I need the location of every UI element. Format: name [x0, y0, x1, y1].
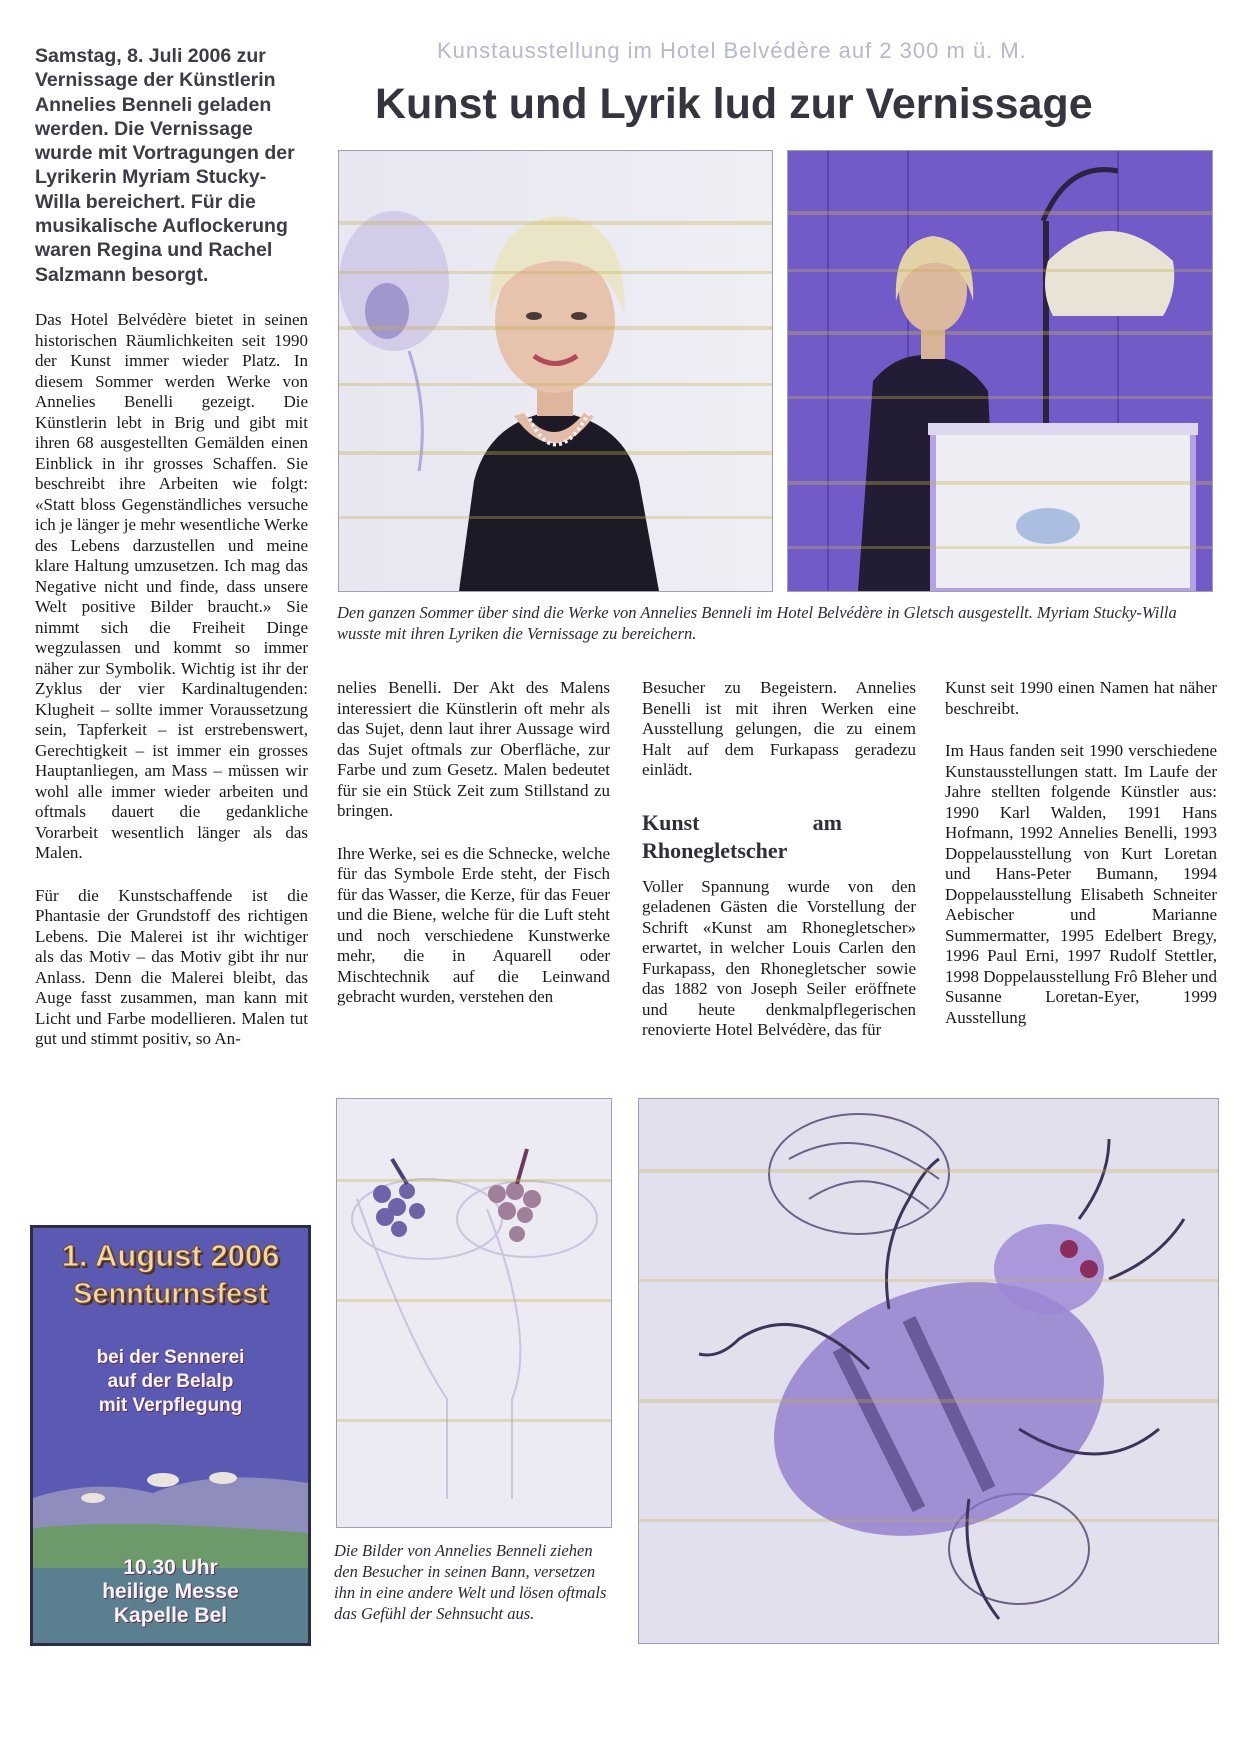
- column-2-paragraph-1: nelies Benelli. Der Akt des Malens interessiert die Künstlerin oft mehr als das Sujet, denn laut ihrer Aussage wird das Sujet oftmals zur Oberfläche, zur Farbe und zum Gesetz. Malen bedeutet für sie ein Stück Zeit zum Stillstand zu bringen.: [337, 678, 610, 820]
- column-3: [642, 678, 916, 1063]
- poster-line-2: auf der Belalp: [107, 1371, 234, 1392]
- left-column-paragraph-1: Das Hotel Belvédère bietet in seinen historischen Räumlichkeiten seit 1990 der Kunst immer wieder Platz. In diesem Sommer werden Werke von Annelies Benelli gezeigt. Die Künstlerin lebt in Brig und gibt mit ihren 68 ausgestellten Gemälden einen Einblick in ihr grosses Schaffen. Sie beschreibt ihre Arbeiten wie folgt: «Statt bloss Gegenständliches versuche ich je länger je mehr wesentliche Werke des Lebens darzustellen und meine klare Haltung umzusetzen. Ich mag das Negative nicht und finde, dass unsere Welt positive Bilder braucht.» Sie nimmt sich die Freiheit Dinge wegzulassen und kommt so immer näher zur Symbolik. Wichtig ist ihr der Zyklus der vier Kardinaltugenden: Klugheit – sollte immer Voraussetzung sein, Tapferkeit – ist erstrebenswert, Gerechtigkeit – ist immer ein grosses Hauptanliegen, am Mass – müssen wir wohl alle immer wieder arbeiten und oftmals dauert die gedankliche Vorarbeit wesentlich länger als das Malen.: [35, 310, 308, 862]
- column-4: [945, 678, 1217, 1050]
- headline: Kunst und Lyrik lud zur Vernissage: [375, 80, 1093, 128]
- event-poster: [30, 1225, 311, 1646]
- poster-line-1: bei der Sennerei: [96, 1347, 245, 1368]
- column-4-paragraph-1: Kunst seit 1990 einen Namen hat näher beschreibt.: [945, 678, 1217, 718]
- poster-event-title: Sennturnsfest: [73, 1278, 268, 1310]
- lead-paragraph: Samstag, 8. Juli 2006 zur Vernissage der Künstlerin Annelies Benneli geladen werden. Die Vernissage wurde mit Vortragungen der Lyrikerin Myriam Stucky-Willa bereichert. Für die musikalische Auflockerung waren Regina und Rachel Salzmann besorgt.: [35, 45, 295, 286]
- column-4-paragraph-2: Im Haus fanden seit 1990 verschiedene Kunstausstellungen statt. Im Laufe der Jahre stellten folgende Künstler aus: 1990 Karl Walden, 1991 Hans Hofmann, 1992 Annelies Benelli, 1993 Doppelausstellung von Kurt Loretan und Hans-Peter Bumann, 1994 Doppelausstellung Elisabeth Schneiter Aebischer und Marianne Summermatter, 1995 Edelbert Bregy, 1996 Paul Erni, 1997 Rudolf Stettler, 1998 Doppelausstellung Frô Bleher und Susanne Loretan-Eyer, 1999 Ausstellung: [945, 741, 1217, 1027]
- left-column-paragraph-2: Für die Kunstschaffende ist die Phantasie der Grundstoff des richtigen Lebens. Die Malerei ist ihr wichtiger als das Motiv – das Motiv gibt ihr nur Anlass. Denn die Malerei bleibt, das Auge fasst zusammen, man kann mit Licht und Farbe modellieren. Malen tut gut und stimmt positiv, so An-: [35, 885, 308, 1048]
- painting-grapes: [336, 1098, 612, 1528]
- photo-poet-reading: [787, 150, 1213, 592]
- painting-bee: [638, 1098, 1219, 1644]
- column-2-paragraph-2: Ihre Werke, sei es die Schnecke, welche für das Symbole Erde steht, der Fisch für das Wasser, die Kerze, für das Feuer und die Biene, welche für die Luft steht und noch verschiedene Kunstwerke mehr, die in Aquarell oder Mischtechnik auf die Leinwand gebracht wurden, verstehen den: [337, 843, 610, 1006]
- poster-line-3: mit Verpflegung: [98, 1395, 243, 1416]
- overline: Kunstausstellung im Hotel Belvédère auf 2 300 m ü. M.: [437, 38, 1027, 63]
- photo-artist-portrait: [338, 150, 773, 592]
- column-3-paragraph-2: Voller Spannung wurde von den geladenen Gästen die Vorstellung der Schrift «Kunst am Rhonegletscher» erwartet, in welcher Louis Carlen den Furkapass, den Rhonegletscher sowie das 1882 von Joseph Seiler eröffnete und heute denkmalpflegerischen renovierte Hotel Belvédère, das für: [642, 876, 916, 1039]
- paintings-caption: Die Bilder von Annelies Benneli ziehen den Besucher in seinen Bann, versetzen ihn in eine andere Welt und lösen oftmals das Gefühl der Sehnsucht aus.: [334, 1541, 607, 1623]
- poster-chapel: Kapelle Bel: [113, 1604, 228, 1627]
- column-3-paragraph-1: Besucher zu Begeistern. Annelies Benelli ist mit ihren Werken eine Ausstellung gelungen, die zu einem Halt auf dem Furkapass geradezu einlädt.: [642, 678, 916, 779]
- subheading: Kunst am Rhonegletscher: [642, 809, 842, 863]
- left-column: [35, 310, 308, 1072]
- poster-time: 10.30 Uhr: [123, 1556, 218, 1579]
- column-2: [337, 678, 610, 1030]
- poster-mass: heilige Messe: [102, 1580, 239, 1603]
- photo-caption: Den ganzen Sommer über sind die Werke von Annelies Benneli im Hotel Belvédère in Gletsch ausgestellt. Myriam Stucky-Willa wusste mit ihren Lyriken die Vernissage zu bereichern.: [337, 603, 1177, 643]
- poster-date: 1. August 2006: [61, 1238, 280, 1273]
